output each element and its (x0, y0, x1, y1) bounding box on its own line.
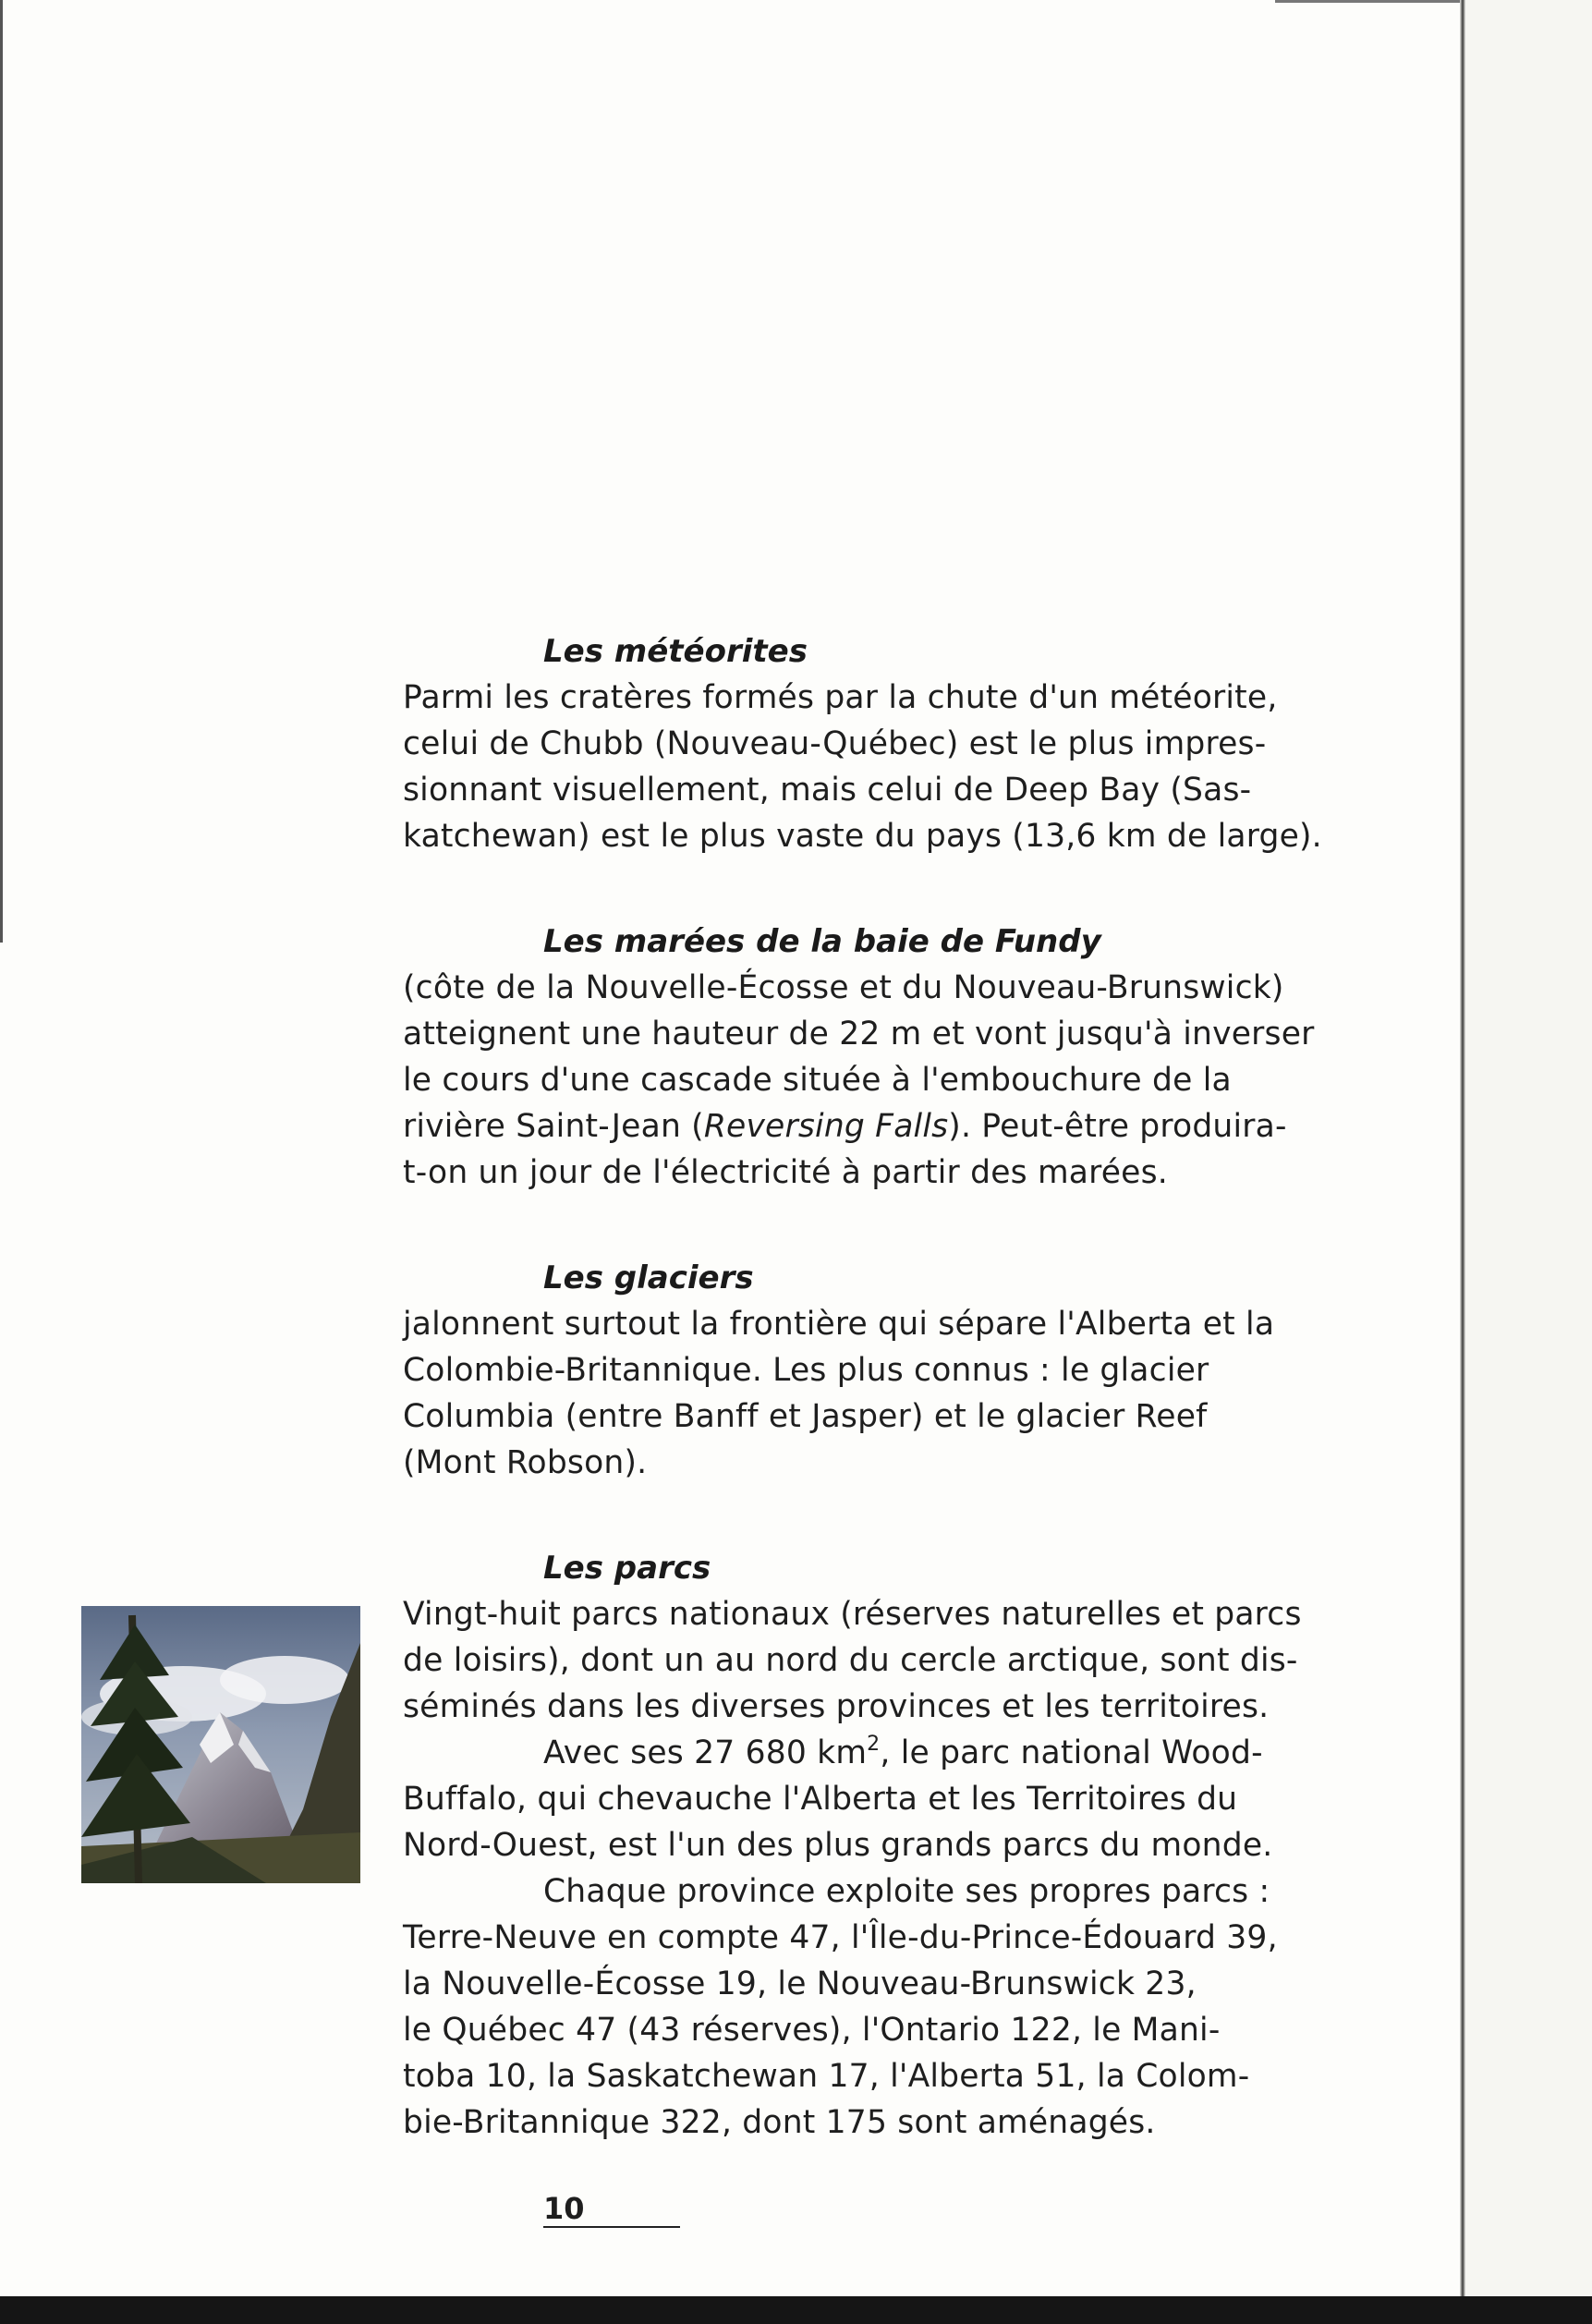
text-fragment: Avec ses 27 680 km (543, 1734, 868, 1771)
text-line: (côte de la Nouvelle-Écosse et du Nouveau-Brunswick) (403, 969, 1284, 1006)
text-line: katchewan) est le plus vaste du pays (13,6 km de large). (403, 818, 1322, 855)
text-fragment: rivière Saint-Jean ( (403, 1108, 704, 1145)
left-edge-rule (0, 0, 3, 943)
section-glaciers (403, 1255, 1428, 1486)
text-line (403, 1730, 1428, 1776)
section-fundy-tides (403, 919, 1428, 1196)
text-line: Nord-Ouest, est l'un des plus grands parcs du monde. (403, 1827, 1273, 1864)
section-heading: Les météorites (543, 633, 808, 670)
page-number: 10 (543, 2191, 585, 2226)
text-line: t-on un jour de l'électricité à partir des marées. (403, 1154, 1168, 1191)
text-line: (Mont Robson). (403, 1444, 648, 1481)
text-line: le cours d'une cascade située à l'embouchure de la (403, 1062, 1232, 1099)
scan-bottom-edge (0, 2296, 1592, 2324)
text-line (403, 1103, 1428, 1150)
text-line: de loisirs), dont un au nord du cercle arctique, sont dis- (403, 1642, 1298, 1679)
book-spine (1460, 0, 1465, 2324)
section-body (403, 965, 1428, 1196)
text-line: sionnant visuellement, mais celui de Deep Bay (Sas- (403, 772, 1252, 809)
page-content (403, 628, 1428, 2205)
text-line: celui de Chubb (Nouveau-Québec) est le plus impres- (403, 725, 1267, 762)
mountain-photo (81, 1606, 360, 1883)
text-line: Terre-Neuve en compte 47, l'Île-du-Prince-Édouard 39, (403, 1919, 1278, 1956)
section-heading: Les marées de la baie de Fundy (543, 923, 1101, 960)
section-body (403, 1591, 1428, 2146)
facing-page-edge (1465, 0, 1592, 2324)
text-fragment: , le parc national Wood- (880, 1734, 1263, 1771)
text-line: Vingt-huit parcs nationaux (réserves naturelles et parcs (403, 1596, 1302, 1633)
text-line: Colombie-Britannique. Les plus connus : le glacier (403, 1352, 1209, 1389)
text-line: atteignent une hauteur de 22 m et vont jusqu'à inverser (403, 1016, 1315, 1052)
italic-term: Reversing Falls (703, 1108, 949, 1145)
text-line: la Nouvelle-Écosse 19, le Nouveau-Brunswick 23, (403, 1965, 1197, 2002)
section-heading: Les glaciers (543, 1259, 754, 1296)
section-parks (403, 1545, 1428, 2146)
text-line: Columbia (entre Banff et Jasper) et le glacier Reef (403, 1398, 1208, 1435)
section-body (403, 675, 1428, 859)
section-heading: Les parcs (543, 1550, 711, 1587)
text-line: toba 10, la Saskatchewan 17, l'Alberta 51, la Colom- (403, 2058, 1250, 2095)
text-line: Parmi les cratères formés par la chute d'un météorite, (403, 679, 1278, 716)
superscript: 2 (867, 1733, 881, 1756)
top-edge-rule (1275, 0, 1460, 3)
text-line: Buffalo, qui chevauche l'Alberta et les Territoires du (403, 1781, 1238, 1818)
page-number-rule (543, 2226, 680, 2228)
section-meteorites (403, 628, 1428, 859)
text-fragment: ). Peut-être produira- (948, 1108, 1287, 1145)
text-line: jalonnent surtout la frontière qui sépare l'Alberta et la (403, 1306, 1275, 1343)
text-line: le Québec 47 (43 réserves), l'Ontario 122, le Mani- (403, 2012, 1221, 2049)
text-line: Chaque province exploite ses propres parcs : (543, 1873, 1270, 1910)
text-line: bie-Britannique 322, dont 175 sont aménagés. (403, 2104, 1156, 2141)
mountain-landscape-image (81, 1606, 360, 1883)
section-body (403, 1301, 1428, 1486)
text-line: séminés dans les diverses provinces et les territoires. (403, 1688, 1270, 1725)
